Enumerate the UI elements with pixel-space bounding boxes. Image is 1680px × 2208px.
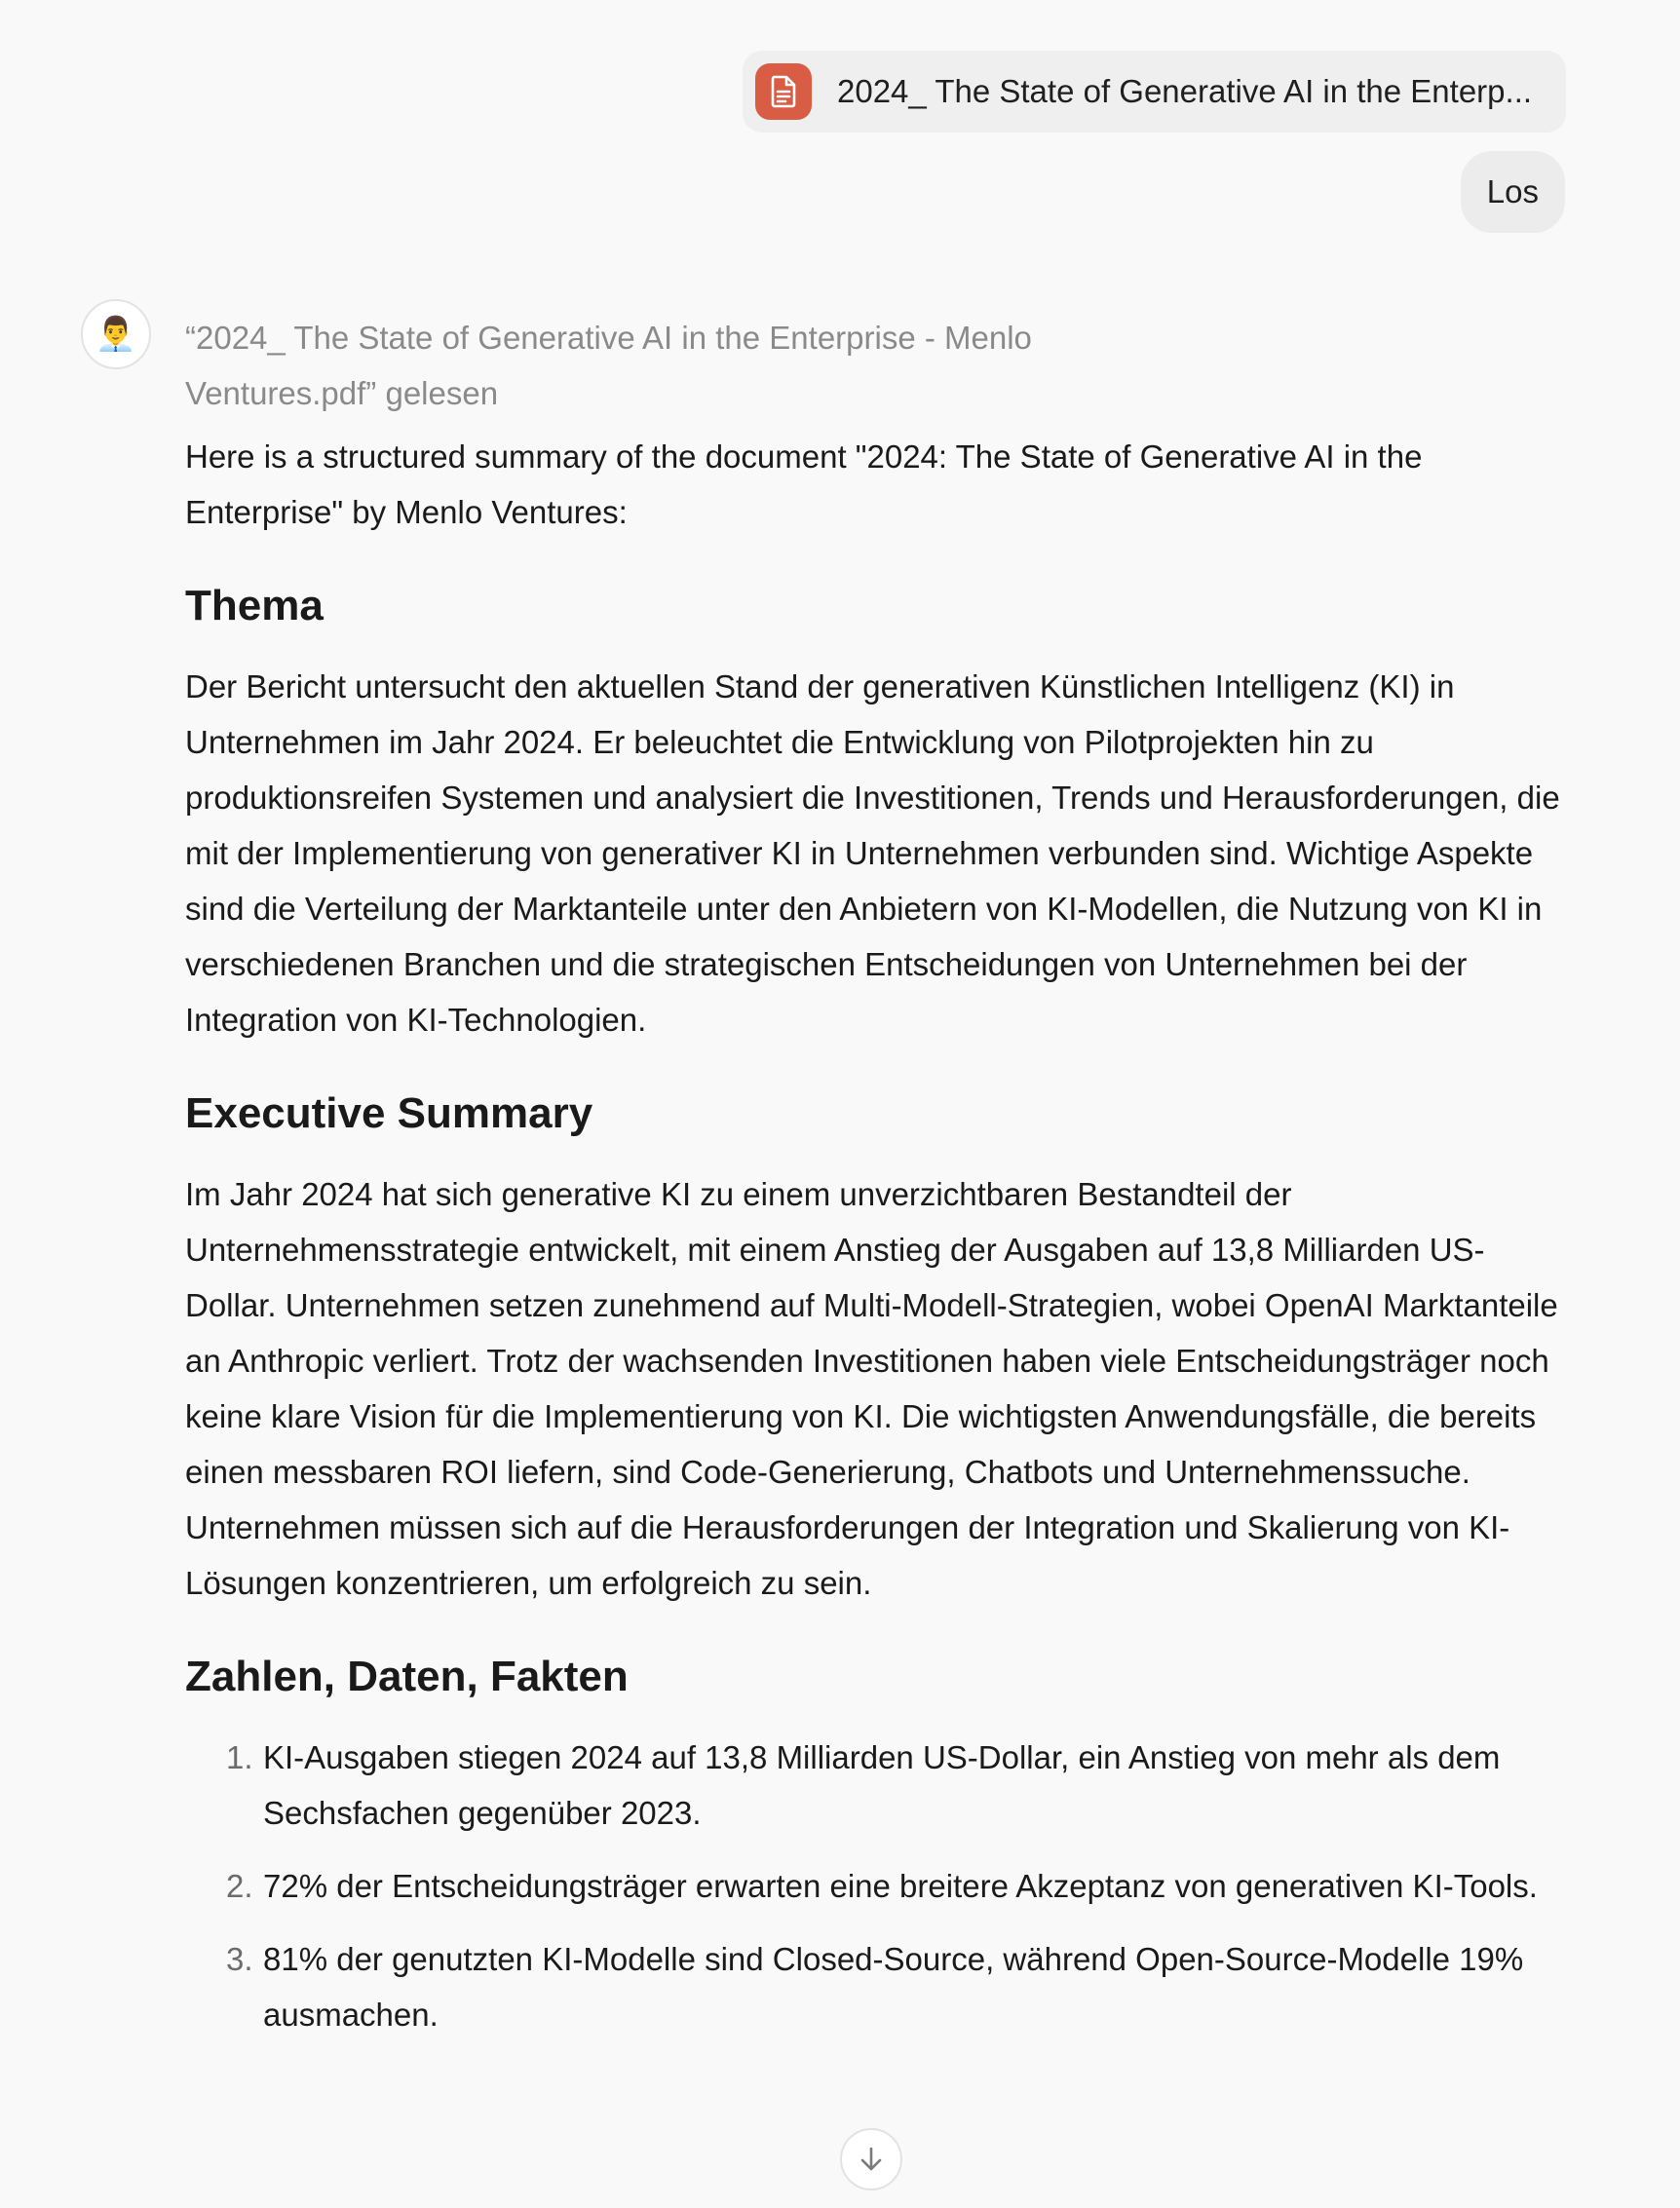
list-item	[185, 1858, 1569, 1914]
list-item-text: 72% der Entscheidungsträger erwarten eine breitere Akzeptanz von generativen KI-Tools.	[263, 1868, 1538, 1904]
list-item-number: 3.	[226, 1941, 253, 1977]
list-item-text: 81% der genutzten KI-Modelle sind Closed-Source, während Open-Source-Modelle 19% ausmachen.	[263, 1941, 1524, 2033]
assistant-avatar: 👨‍💼	[81, 299, 151, 369]
section-heading-facts: Zahlen, Daten, Fakten	[185, 1653, 629, 1700]
facts-list	[185, 1730, 1569, 2042]
user-message-bubble: Los	[1461, 151, 1565, 233]
file-read-status[interactable]: “2024_ The State of Generative AI in the Enterprise - Menlo Ventures.pdf” gelesen	[185, 320, 1032, 411]
file-attachment[interactable]	[743, 51, 1566, 133]
document-icon	[755, 63, 812, 120]
section-body-executive-summary: Im Jahr 2024 hat sich generative KI zu einem unverzichtbaren Bestandteil der Unternehmensstrategie entwickelt, mit einem Anstieg der Ausgaben auf 13,8 Milliarden US-Dollar. Unternehmen setzen zunehmend auf Multi-Modell-Strategien, wobei OpenAI Marktanteile an Anthropic verliert. Trotz der wachsenden Investitionen haben viele Entscheidungsträger noch keine klare Vision für die Implementierung von KI. Die wichtigsten Anwendungsfälle, die bereits einen messbaren ROI liefern, sind Code-Generierung, Chatbots und Unternehmenssuche. Unternehmen müssen sich auf die Herausforderungen der Integration und Skalierung von KI-Lösungen konzentrieren, um erfolgreich zu sein.	[185, 1176, 1558, 1601]
arrow-down-icon	[857, 2145, 886, 2174]
section-body-thema: Der Bericht untersucht den aktuellen Stand der generativen Künstlichen Intelligenz (KI) in Unternehmen im Jahr 2024. Er beleuchtet die Entwicklung von Pilotprojekten hin zu produktionsreifen Systemen und analysiert die Investitionen, Trends und Herausforderungen, die mit der Implementierung von generativer KI in Unternehmen verbunden sind. Wichtige Aspekte sind die Verteilung der Marktanteile unter den Anbietern von KI-Modellen, die Nutzung von KI in verschiedenen Branchen und die strategischen Entscheidungen von Unternehmen bei der Integration von KI-Technologien.	[185, 668, 1560, 1038]
attachment-filename: 2024_ The State of Generative AI in the Enterp...	[837, 73, 1533, 109]
list-item-number: 2.	[226, 1868, 253, 1904]
section-heading-executive-summary: Executive Summary	[185, 1089, 593, 1137]
intro-paragraph: Here is a structured summary of the document "2024: The State of Generative AI in the Enterprise" by Menlo Ventures:	[185, 438, 1423, 530]
list-item-text: KI-Ausgaben stiegen 2024 auf 13,8 Milliarden US-Dollar, ein Anstieg von mehr als dem Sechsfachen gegenüber 2023.	[263, 1739, 1501, 1831]
section-heading-thema: Thema	[185, 582, 324, 629]
assistant-message	[185, 310, 1569, 2060]
list-item	[185, 1931, 1569, 2042]
list-item	[185, 1730, 1569, 1841]
scroll-to-bottom-button[interactable]	[840, 2128, 902, 2190]
list-item-number: 1.	[226, 1739, 253, 1775]
